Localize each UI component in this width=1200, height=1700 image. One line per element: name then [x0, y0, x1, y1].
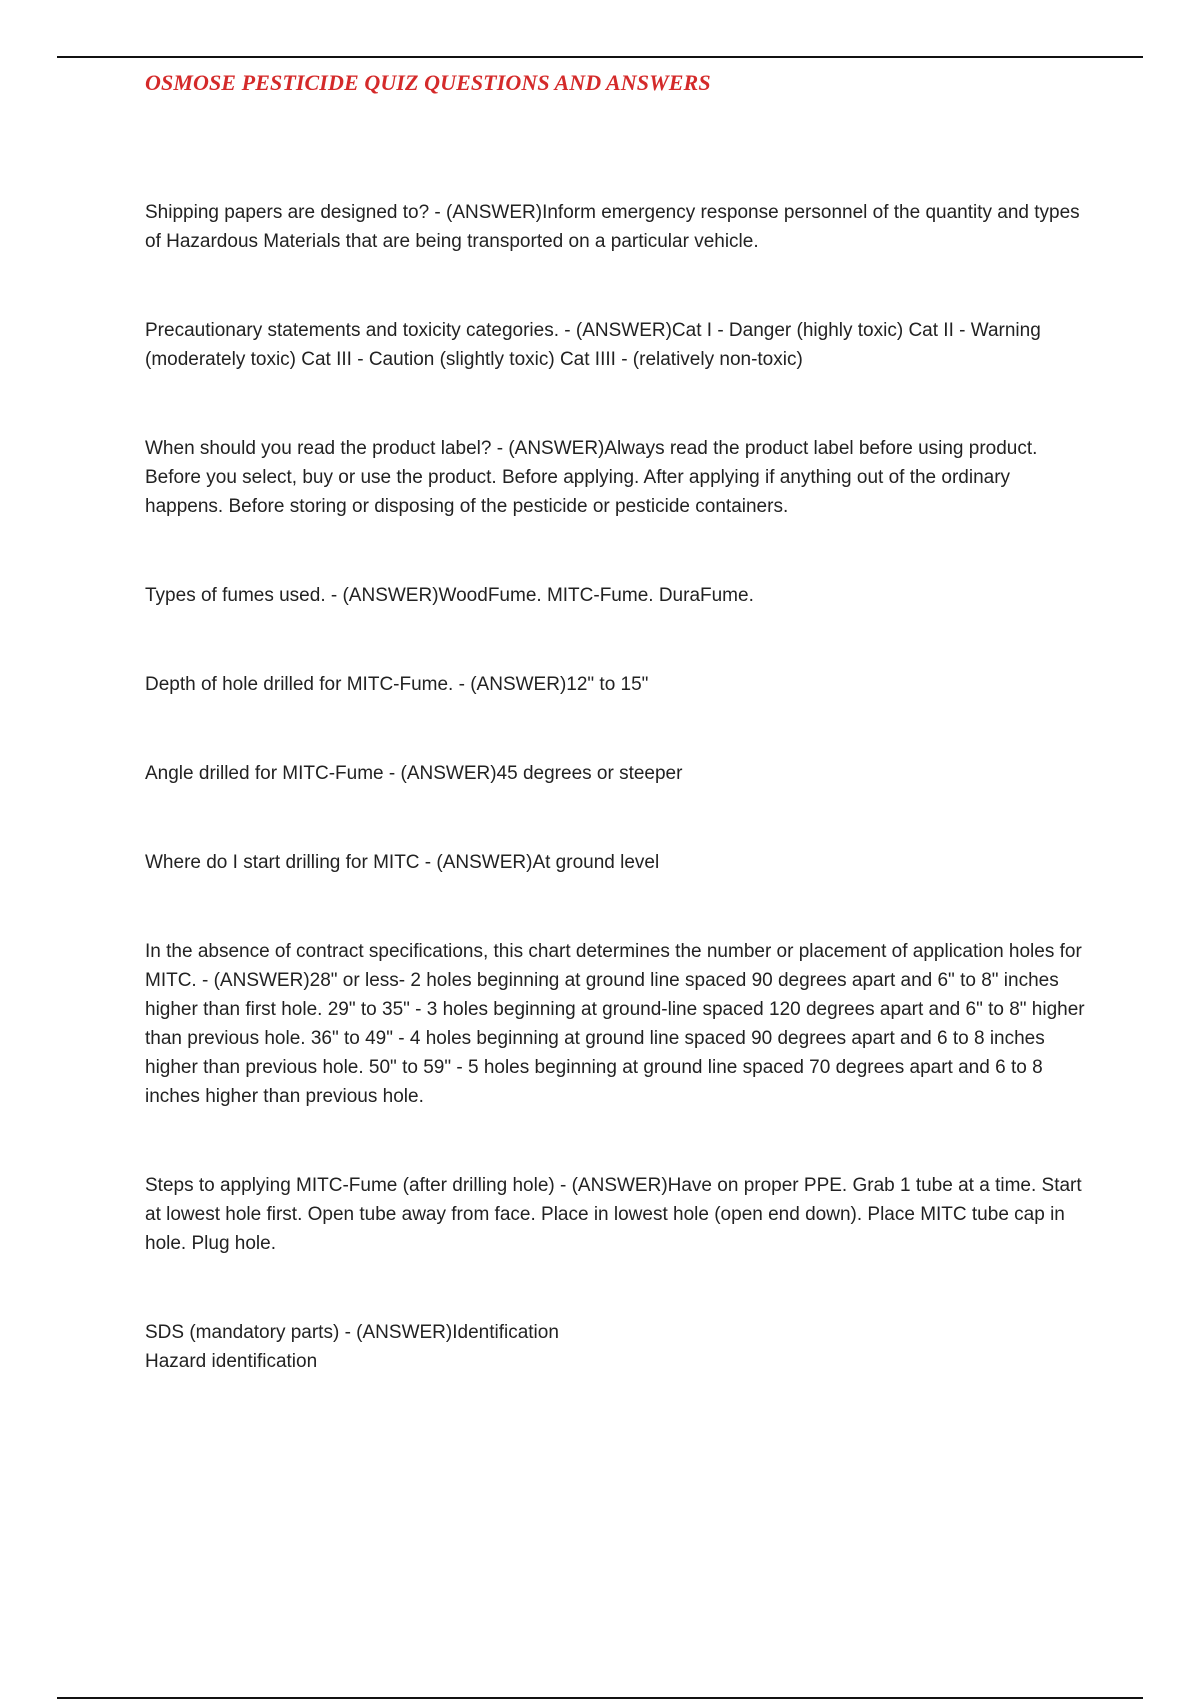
qa-item-toxicity-categories — [145, 316, 1085, 374]
qa-text: When should you read the product label? - (ANSWER)Always read the product label before using product. Before you select, buy or use the product. Before applying. After applying if anything out of the ordinary happens. Before storing or disposing of the pesticide or pesticide containers. — [145, 438, 1038, 517]
qa-continuation-text: Hazard identification — [145, 1351, 318, 1372]
qa-text: SDS (mandatory parts) - (ANSWER)Identification — [145, 1322, 559, 1343]
qa-list — [145, 198, 1085, 1390]
qa-item-drill-start — [145, 848, 1085, 877]
qa-text: Depth of hole drilled for MITC-Fume. - (ANSWER)12" to 15" — [145, 674, 649, 695]
qa-item-hole-depth — [145, 670, 1085, 699]
qa-item-application-steps — [145, 1171, 1085, 1258]
qa-text: Shipping papers are designed to? - (ANSWER)Inform emergency response personnel of the quantity and types of Hazardous Materials that are being transported on a particular vehicle. — [145, 202, 1080, 252]
qa-text: Where do I start drilling for MITC - (ANSWER)At ground level — [145, 852, 660, 873]
qa-text: Steps to applying MITC-Fume (after drilling hole) - (ANSWER)Have on proper PPE. Grab 1 tube at a time. Start at lowest hole first. Open tube away from face. Place in lowest hole (open end down). Place MITC tube cap in hole. Plug hole. — [145, 1175, 1082, 1254]
qa-item-hole-placement-chart — [145, 937, 1085, 1111]
qa-text: In the absence of contract specifications, this chart determines the number or placement of application holes for MITC. - (ANSWER)28" or less- 2 holes beginning at ground line spaced 90 degrees apart and 6" to 8" inches higher than first hole. 29" to 35" - 3 holes beginning at ground-line spaced 120 degrees apart and 6" to 8" higher than previous hole. 36" to 49" - 4 holes beginning at ground line spaced 90 degrees apart and 6 to 8 inches higher than previous hole. 50" to 59" - 5 holes beginning at ground line spaced 70 degrees apart and 6 to 8 inches higher than previous hole. — [145, 941, 1085, 1107]
document-title: OSMOSE PESTICIDE QUIZ QUESTIONS AND ANSWERS — [145, 70, 711, 95]
header-rule — [57, 56, 1143, 58]
qa-item-drill-angle — [145, 759, 1085, 788]
qa-item-fume-types — [145, 581, 1085, 610]
qa-text: Angle drilled for MITC-Fume - (ANSWER)45 degrees or steeper — [145, 763, 683, 784]
footer-rule — [57, 1697, 1143, 1699]
qa-item-shipping-papers — [145, 198, 1085, 256]
qa-item-sds-parts — [145, 1318, 1085, 1376]
qa-text: Types of fumes used. - (ANSWER)WoodFume. MITC-Fume. DuraFume. — [145, 585, 754, 606]
qa-text: Precautionary statements and toxicity categories. - (ANSWER)Cat I - Danger (highly toxic) Cat II - Warning (moderately toxic) Cat III - Caution (slightly toxic) Cat IIII - (relatively non-toxic) — [145, 320, 1041, 370]
qa-item-read-label — [145, 434, 1085, 521]
